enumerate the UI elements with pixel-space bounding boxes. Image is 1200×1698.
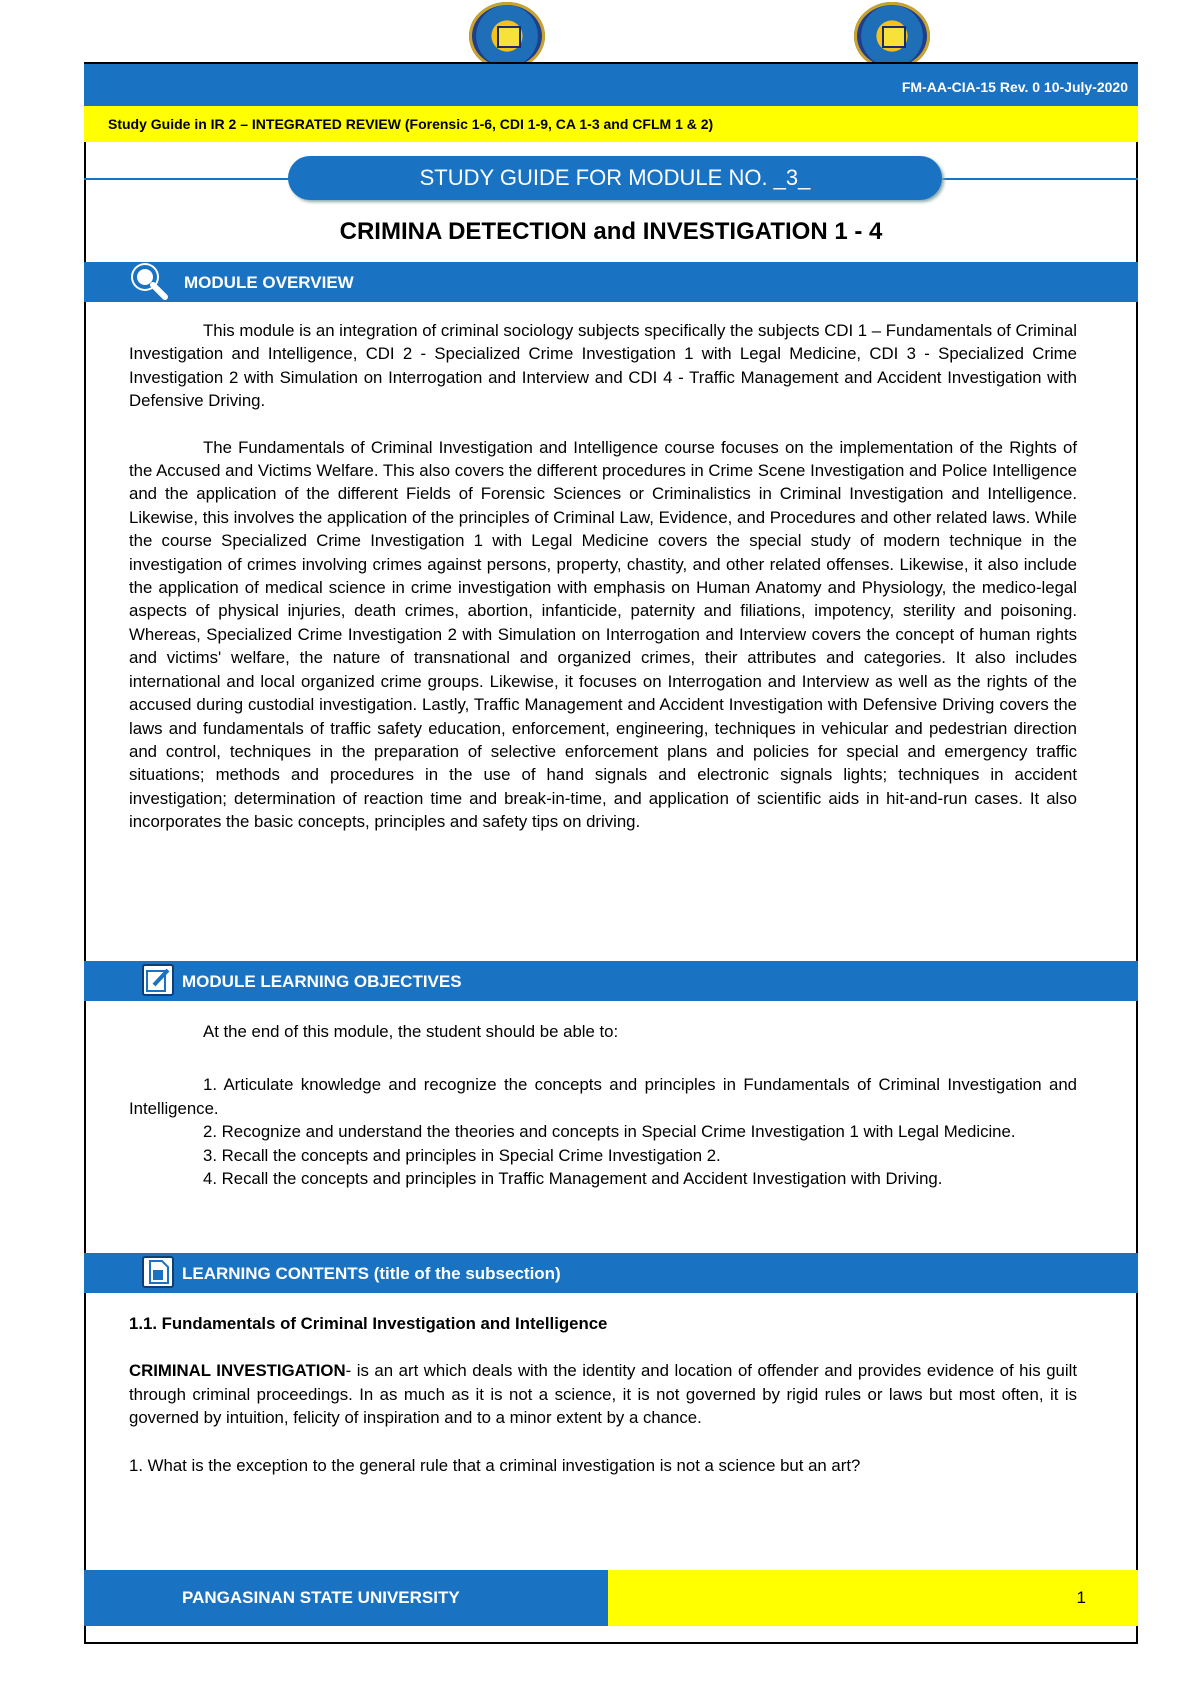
objective-item: 4. Recall the concepts and principles in Traffic Management and Accident Investigation with Driving. bbox=[203, 1169, 943, 1189]
overview-text bbox=[129, 319, 1077, 834]
form-code-bar bbox=[84, 64, 1138, 106]
study-guide-line: Study Guide in IR 2 – INTEGRATED REVIEW (Forensic 1-6, CDI 1-9, CA 1-3 and CFLM 1 & 2) bbox=[108, 116, 714, 132]
page-number: 1 bbox=[1076, 1588, 1086, 1607]
question-1: 1. What is the exception to the general rule that a criminal investigation is not a science but an art? bbox=[129, 1455, 861, 1475]
objective-item: 2. Recognize and understand the theories and concepts in Special Crime Investigation 1 with Legal Medicine. bbox=[203, 1122, 1016, 1142]
learning-contents-label: LEARNING CONTENTS (title of the subsection) bbox=[182, 1264, 561, 1283]
divider-left bbox=[84, 178, 294, 180]
module-overview-bar bbox=[84, 262, 1138, 302]
learning-contents-bar bbox=[84, 1253, 1138, 1293]
overview-paragraph-2: The Fundamentals of Criminal Investigation and Intelligence course focuses on the implementation of the Rights of the Accused and Victims Welfare. This also covers the different procedures in Crime Scene Investigation and Police Intelligence and the application of the different Fields of Forensic Sciences or Criminalistics in Criminal Investigation and Intelligence. Likewise, this involves the application of the principles of Criminal Law, Evidence, and Procedures and other related laws. While the course Specialized Crime Investigation 1 with Legal Medicine covers the special study of modern technique in the investigation of crimes involving crimes against persons, property, chastity, and other related offenses. Likewise, it also include the application of medical science in crime investigation with emphasis on Human Anatomy and Physiology, the medico-legal aspects of physical injuries, death crimes, abortion, infanticide, paternity and filiations, impotency, sterility and poisoning. Whereas, Specialized Crime Investigation 2 with Simulation on Interrogation and Interview covers the concept of human rights and victims' welfare, the nature of transnational and organized crimes, their attributes and categories. It also includes international and local organized crime groups. Likewise, it focuses on Interrogation and Interview as well as the rights of the accused during custodial investigation. Lastly, Traffic Management and Accident Investigation with Defensive Driving covers the laws and fundamentals of traffic safety education, enforcement, engineering, techniques in vehicular and pedestrian direction and control, techniques in the preparation of selective enforcement plans and policies for special and emergency traffic situations; methods and procedures in the use of hand signals and electronic signals lights; techniques in accident investigation; determination of reaction time and break-in-time, and application of scientific aids in hit-and-run cases. It also incorporates the basic concepts, principles and safety tips on driving. bbox=[129, 437, 1077, 832]
study-guide-bar bbox=[84, 106, 1138, 142]
course-title: CRIMINA DETECTION and INVESTIGATION 1 - 4 bbox=[339, 218, 883, 245]
module-overview-label: MODULE OVERVIEW bbox=[184, 273, 354, 292]
contents-text bbox=[129, 1312, 1077, 1477]
document-icon bbox=[142, 1256, 174, 1288]
form-code: FM-AA-CIA-15 Rev. 0 10-July-2020 bbox=[901, 79, 1128, 95]
objectives-intro: At the end of this module, the student should be able to: bbox=[203, 1022, 619, 1041]
module-heading: STUDY GUIDE FOR MODULE NO. _3_ bbox=[288, 156, 942, 200]
definition-text: - is an art which deals with the identity and location of offender and provides evidence of his guilt through criminal proceedings. In as much as it is not a science, it is not governed by rigid rules or laws but most often, it is governed by intuition, felicity of inspiration and to a minor extent by a chance. bbox=[129, 1361, 1077, 1428]
divider-right bbox=[936, 178, 1138, 180]
university-seal-left-icon bbox=[469, 2, 545, 70]
definition-paragraph bbox=[129, 1359, 1077, 1429]
learning-objectives-bar bbox=[84, 961, 1138, 1001]
objective-item: 3. Recall the concepts and principles in Special Crime Investigation 2. bbox=[203, 1145, 721, 1165]
magnifier-icon bbox=[126, 258, 170, 302]
university-seal-right-icon bbox=[854, 2, 930, 70]
subsection-heading: 1.1. Fundamentals of Criminal Investigation and Intelligence bbox=[129, 1314, 608, 1333]
learning-objectives-label: MODULE LEARNING OBJECTIVES bbox=[182, 972, 462, 991]
footer-page-bar bbox=[608, 1570, 1138, 1626]
overview-paragraph-1: This module is an integration of criminal sociology subjects specifically the subjects CDI 1 – Fundamentals of Criminal Investigation and Intelligence, CDI 2 - Specialized Crime Investigation 1 with Legal Medicine, CDI 3 - Specialized Crime Investigation 2 with Simulation on Interrogation and Interview and CDI 4 - Traffic Management and Accident Investigation with Defensive Driving. bbox=[129, 321, 1077, 411]
footer-university-bar bbox=[84, 1570, 608, 1626]
footer-university: PANGASINAN STATE UNIVERSITY bbox=[182, 1588, 460, 1607]
objective-item: 1. Articulate knowledge and recognize the concepts and principles in Fundamentals of Criminal Investigation and Intelligence. bbox=[129, 1075, 1077, 1118]
definition-term: CRIMINAL INVESTIGATION bbox=[129, 1361, 346, 1381]
pencil-icon bbox=[142, 964, 174, 996]
objectives-text bbox=[129, 1020, 1077, 1190]
